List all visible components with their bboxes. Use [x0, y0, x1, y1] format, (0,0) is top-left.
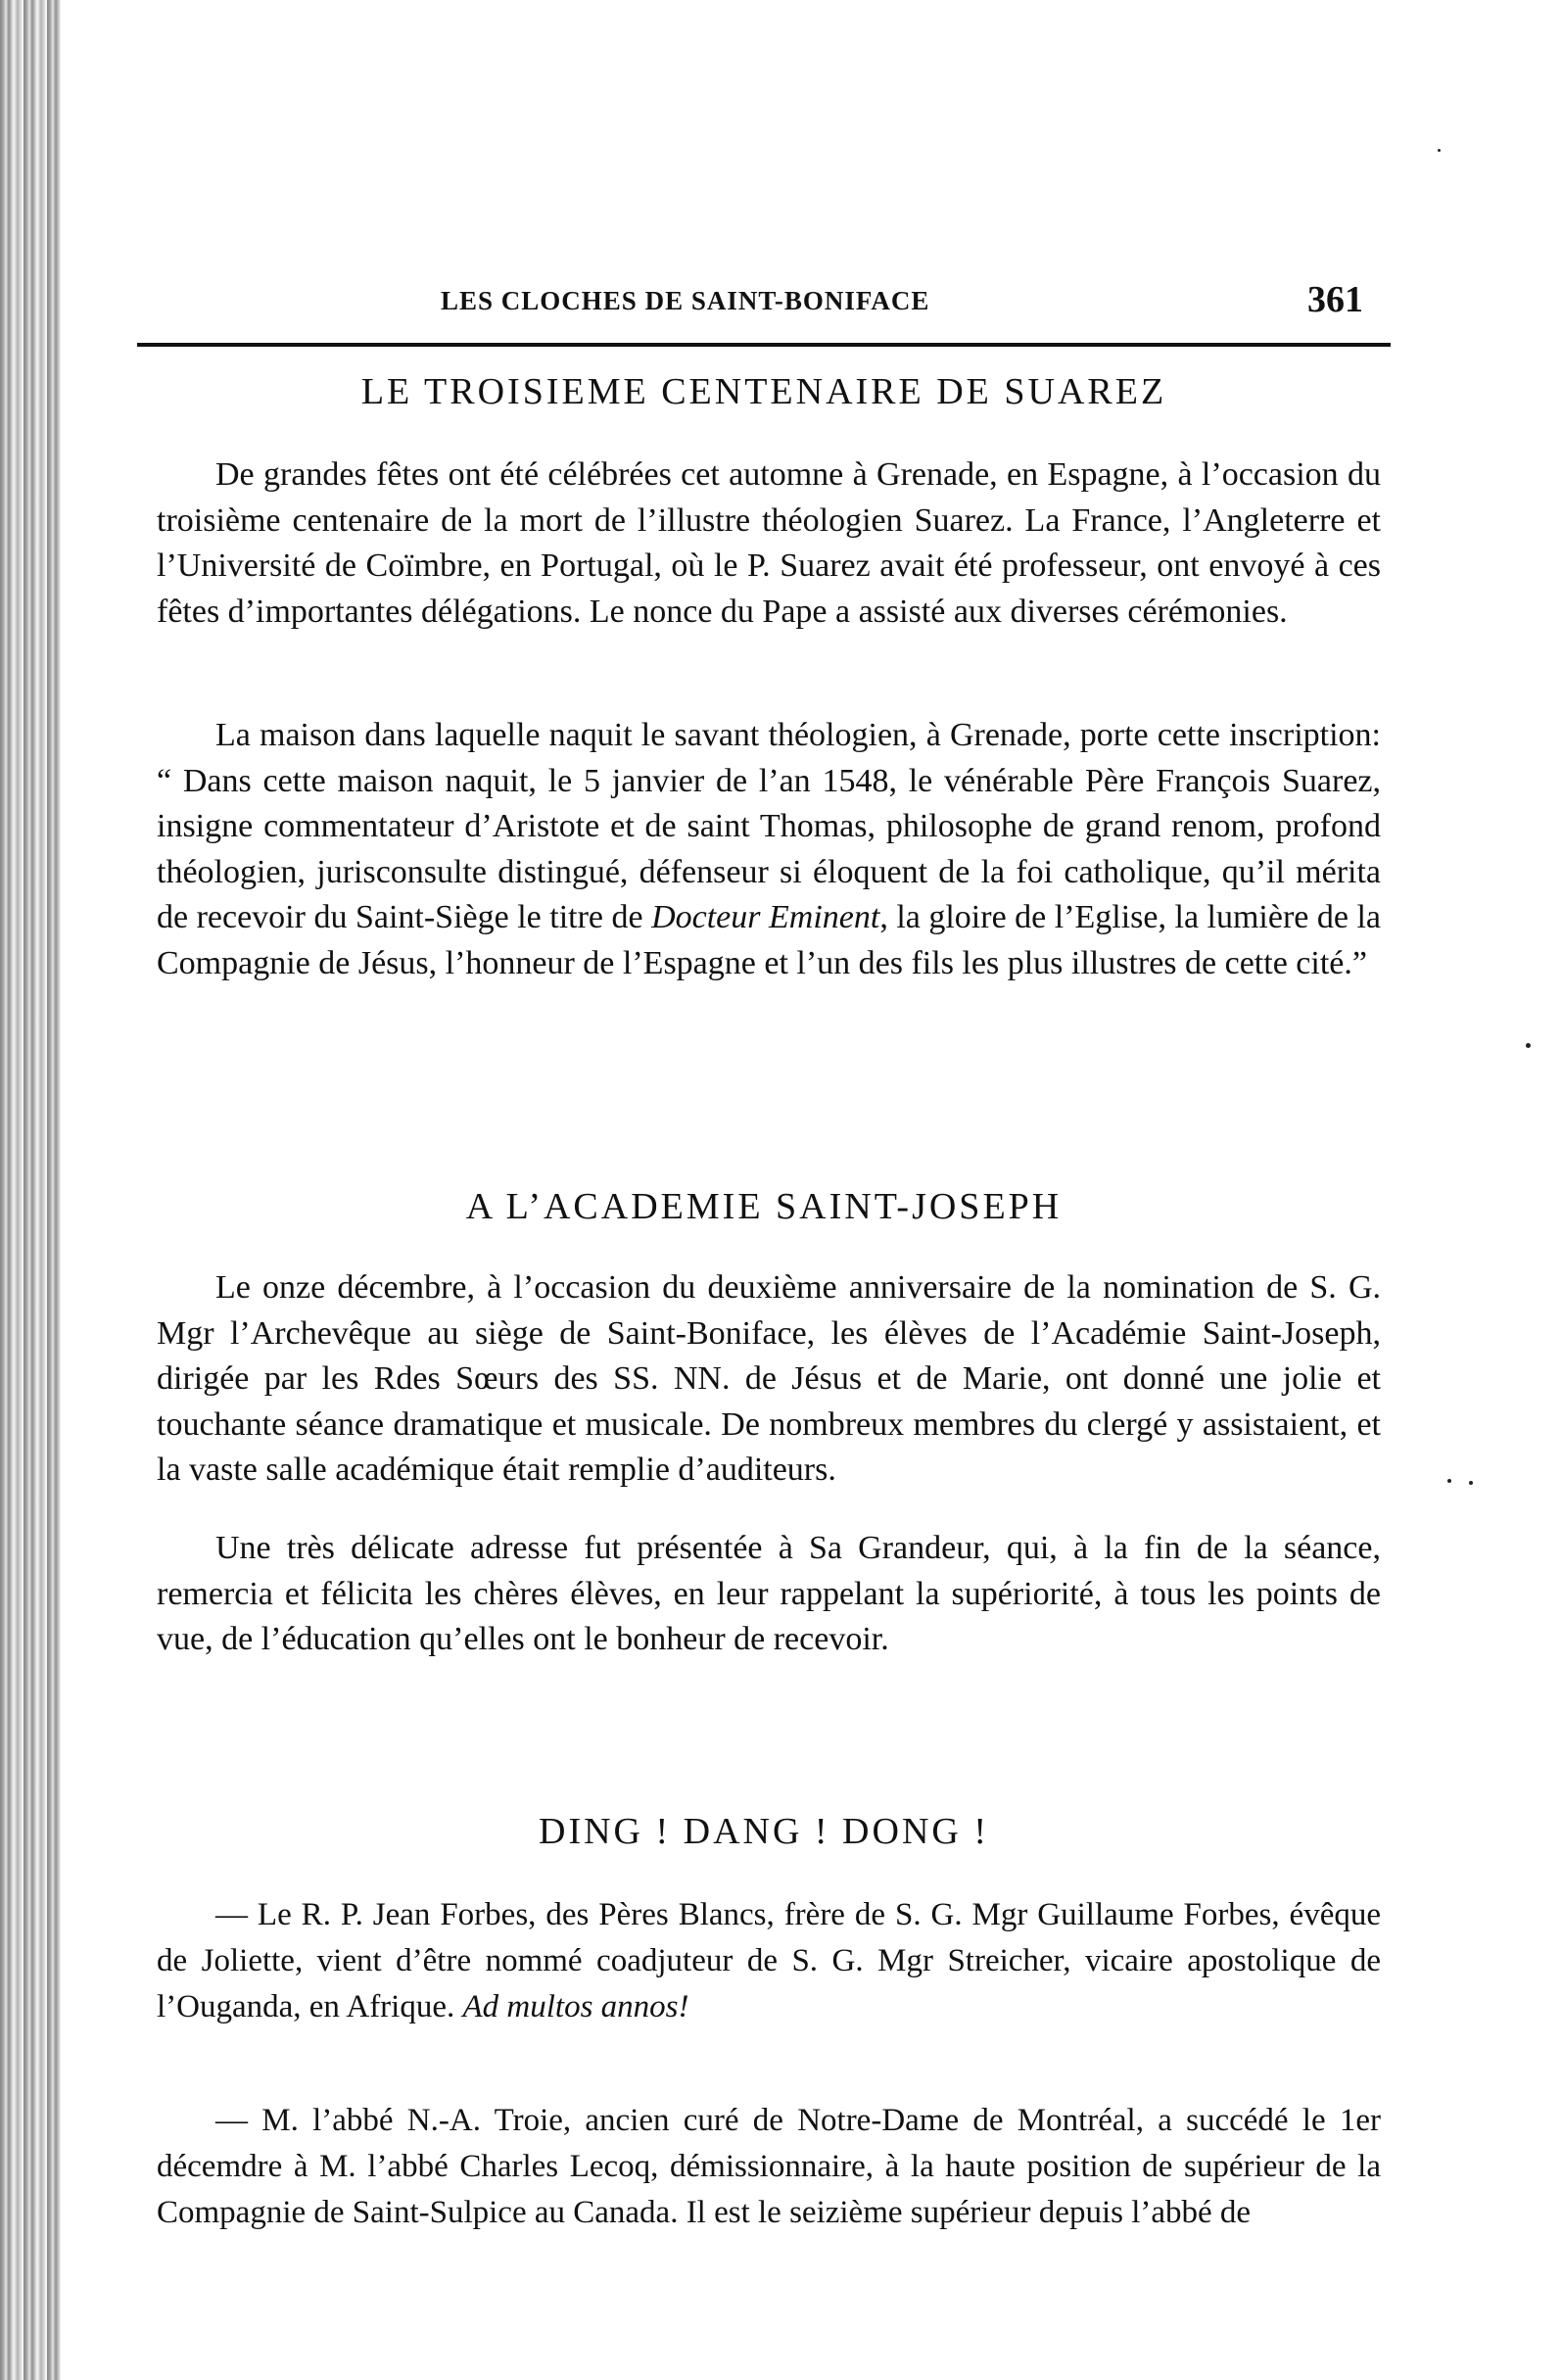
- paragraph-academie-2: Une très délicate adresse fut présentée à Sa Grandeur, qui, à la fin de la séance, remercia et félicita les chères élèves, en leur rappelant la supériorité, à tous les points de vue, de l’éducation qu’elles ont le bonheur de recevoir.: [157, 1530, 1381, 1657]
- paragraph-suarez-2-text-a: La maison dans laquelle naquit le savant théologien, à Grenade, porte cette inscription: “ Dans cette maison naquit, le 5 janvier de l’an 1548, le vénérable Père François Suarez, insigne commentateur d’Aristote et de saint Thomas, philosophe de grand renom, profond théologien, jurisconsulte distingué, défenseur si éloquent de la foi catholique, qu’il mérita de recevoir du Saint-Siège le titre de: [157, 717, 1381, 935]
- section-title-academie: A L’ACADEMIE SAINT-JOSEPH: [465, 1186, 1063, 1227]
- section-title-ding-dang-dong: DING ! DANG ! DONG !: [539, 1811, 989, 1852]
- paragraph-news-troie: — M. l’abbé N.-A. Troie, ancien curé de Notre-Dame de Montréal, a succédé le 1er décemdre à M. l’abbé Charles Lecoq, démissionnaire, à la haute position de supérieur de la Compagnie de Saint-Sulpice au Canada. Il est le seizième supérieur depuis l’abbé de: [157, 2103, 1381, 2230]
- paragraph-suarez-2-title: Docteur Eminent: [651, 899, 880, 935]
- page-number: 361: [1307, 279, 1363, 320]
- page-gutter-shadow: [0, 0, 61, 2380]
- paragraph-academie-1: Le onze décembre, à l’occasion du deuxième anniversaire de la nomination de S. G. Mgr l’Archevêque au siège de Saint-Boniface, les élèves de l’Académie Saint-Joseph, dirigée par les Rdes Sœurs des SS. NN. de Jésus et de Marie, ont donné une jolie et touchante séance dramatique et musicale. De nombreux membres du clergé y assistaient, et la vaste salle académique était remplie d’auditeurs.: [157, 1269, 1381, 1488]
- scan-speck: [1447, 1479, 1451, 1483]
- paragraph-suarez-1: De grandes fêtes ont été célébrées cet automne à Grenade, en Espagne, à l’occasion du troisième centenaire de la mort de l’illustre théologien Suarez. La France, l’Angleterre et l’Université de Coïmbre, en Portugal, où le P. Suarez avait été professeur, ont envoyé à ces fêtes d’importantes délégations. Le nonce du Pape a assisté aux diverses cérémonies.: [157, 456, 1381, 630]
- paragraph-news-forbes-latin: Ad multos annos!: [462, 1989, 689, 2024]
- document-page: [137, 0, 1440, 2380]
- scan-speck: [1438, 149, 1441, 152]
- scan-speck: [1469, 1481, 1473, 1485]
- paragraph-suarez-2-text-b: , la gloire de l’Eglise, la lumière de la Compagnie de Jésus, l’honneur de l’Espagne et l’un des fils les plus illustres de cette cité.”: [157, 899, 1382, 981]
- running-header: [137, 279, 1391, 333]
- paragraph-news-forbes: [157, 1892, 1381, 2030]
- section-title-suarez: LE TROISIEME CENTENAIRE DE SUAREZ: [360, 371, 1167, 412]
- paragraph-news-forbes-text: — Le R. P. Jean Forbes, des Pères Blancs, frère de S. G. Mgr Guillaume Forbes, évêque de Joliette, vient d’être nommé coadjuteur de S. G. Mgr Streicher, vicaire apostolique de l’Ouganda, en Afrique.: [157, 1897, 1381, 2024]
- scan-speck: [1526, 1043, 1531, 1048]
- running-title: LES CLOCHES DE SAINT-BONIFACE: [441, 286, 930, 315]
- header-rule: [137, 343, 1391, 347]
- paragraph-suarez-2: [157, 713, 1381, 986]
